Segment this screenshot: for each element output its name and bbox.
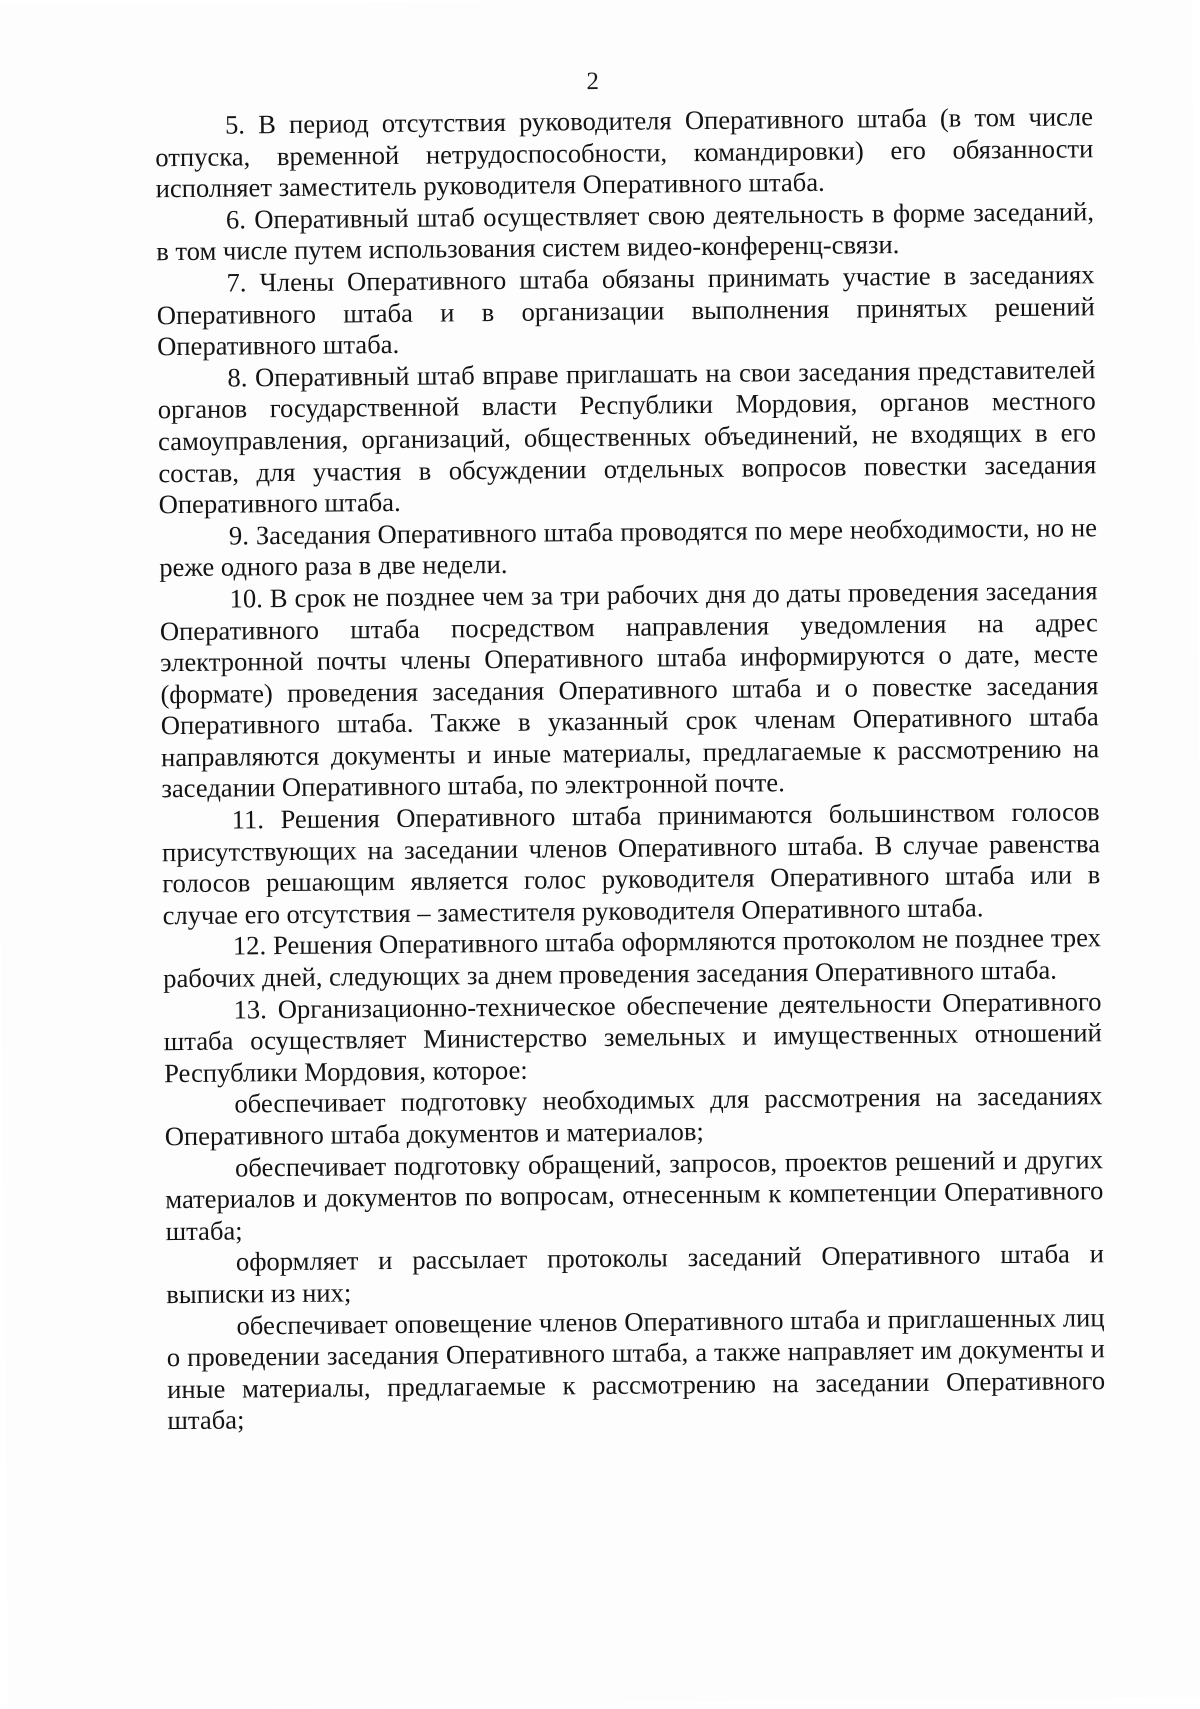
paragraph-9: 9. Заседания Оперативного штаба проводятся по мере необходимости, но не реже одного раза в две недели. (159, 511, 1098, 583)
paragraph-6: 6. Оперативный штаб осуществляет свою деятельность в форме заседаний, в том числе путем использования систем видео-конференц-связи. (156, 196, 1095, 267)
paragraph-8: 8. Оперативный штаб вправе приглашать на свои заседания представителей органов государственной власти Республики Мордовия, органов местного самоуправления, организаций, общественных объединений, не входящих в его состав, для участия в обсуждении отдельных вопросов повестки заседания Оперативного штаба. (157, 353, 1097, 520)
page-number: 2 (586, 67, 600, 96)
document-body (155, 101, 1106, 1437)
paragraph-13: 13. Организационно-техническое обеспечение деятельности Оперативного штаба осуществляет Министерство земельных и имущественных отношений Республики Мордовия, которое: (163, 985, 1102, 1089)
paragraph-11: 11. Решения Оперативного штаба принимаются большинством голосов присутствующих на заседании членов Оперативного штаба. В случае равенства голосов решающим является голос руководителя Оперативного штаба или в случае его отсутствия – заместителя руководителя Оперативного штаба. (161, 796, 1101, 931)
list-item-protocols: оформляет и рассылает протоколы заседаний Оперативного штаба и выписки из них; (166, 1238, 1105, 1310)
paragraph-12: 12. Решения Оперативного штаба оформляются протоколом не позднее трех рабочих дней, следующих за днем проведения заседания Оперативного штаба. (163, 922, 1102, 994)
paragraph-7: 7. Члены Оперативного штаба обязаны принимать участие в заседаниях Оперативного штаба и в организации выполнения принятых решений Оперативного штаба. (156, 259, 1095, 362)
list-item-notification: обеспечивает оповещение членов Оперативного штаба и приглашенных лиц о проведении заседания Оперативного штаба, а также направляет им документы и иные материалы, предлагаемые к рассмотрению на заседании Оперативного штаба; (166, 1301, 1106, 1436)
list-item-appeals-preparation: обеспечивает подготовку обращений, запросов, проектов решений и других материалов и документов по вопросам, отнесенным к компетенции Оперативного штаба; (165, 1143, 1104, 1246)
paragraph-5: 5. В период отсутствия руководителя Оперативного штаба (в том числе отпуска, временной нетрудоспособности, командировки) его обязанности исполняет заместитель руководителя Оперативного штаба. (155, 101, 1094, 204)
list-item-documents-preparation: обеспечивает подготовку необходимых для рассмотрения на заседаниях Оперативного штаба документов и материалов; (164, 1080, 1103, 1152)
paragraph-10: 10. В срок не позднее чем за три рабочих дня до даты проведения заседания Оперативного штаба посредством направления уведомления на адрес электронной почты члены Оперативного штаба информируются о дате, месте (формате) проведения заседания Оперативного штаба и о повестке заседания Оперативного штаба. Также в указанный срок членам Оперативного штаба направляются документы и иные материалы, предлагаемые к рассмотрению на заседании Оперативного штаба, по электронной почте. (159, 575, 1100, 804)
